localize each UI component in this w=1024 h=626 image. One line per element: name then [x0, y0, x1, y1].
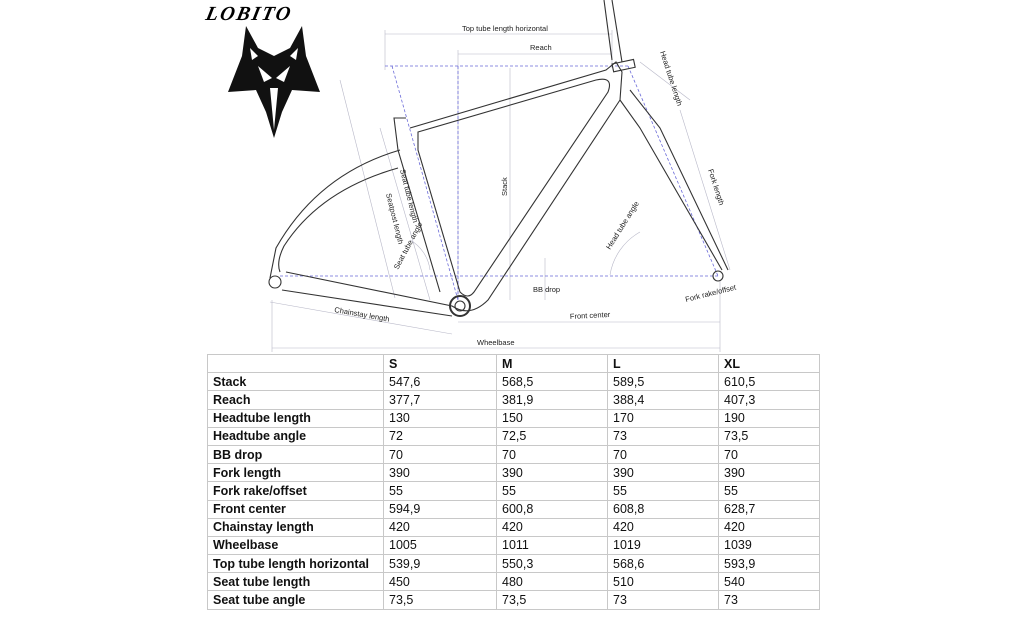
table-cell: 73,5 [719, 427, 820, 445]
table-cell: 377,7 [384, 391, 497, 409]
row-label: Fork length [208, 464, 384, 482]
table-row [208, 536, 820, 554]
label-head-tube-length: Head tube length [658, 49, 685, 107]
table-cell: 130 [384, 409, 497, 427]
table-cell: 1039 [719, 536, 820, 554]
table-row [208, 500, 820, 518]
row-label: Seat tube length [208, 573, 384, 591]
table-row [208, 518, 820, 536]
row-label: Chainstay length [208, 518, 384, 536]
table-row [208, 573, 820, 591]
table-cell: 480 [497, 573, 608, 591]
table-row [208, 482, 820, 500]
label-top-tube-length-horizontal: Top tube length horizontal [462, 24, 548, 33]
header-size-xl: XL [719, 355, 820, 373]
table-cell: 568,5 [497, 373, 608, 391]
table-cell: 55 [497, 482, 608, 500]
table-cell: 170 [608, 409, 719, 427]
table-row [208, 391, 820, 409]
label-fork-rake-offset: Fork rake/offset [684, 282, 737, 304]
label-seat-tube-angle: Seat tube angle [391, 220, 425, 271]
label-wheelbase: Wheelbase [477, 338, 515, 347]
table-cell: 388,4 [608, 391, 719, 409]
table-cell: 407,3 [719, 391, 820, 409]
row-label: Fork rake/offset [208, 482, 384, 500]
table-cell: 539,9 [384, 555, 497, 573]
header-size-m: M [497, 355, 608, 373]
table-cell: 450 [384, 573, 497, 591]
row-label: Headtube angle [208, 427, 384, 445]
label-reach: Reach [530, 43, 552, 52]
table-cell: 73,5 [497, 591, 608, 609]
table-cell: 190 [719, 409, 820, 427]
table-cell: 73 [719, 591, 820, 609]
table-cell: 73 [608, 427, 719, 445]
table-cell: 1011 [497, 536, 608, 554]
table-row [208, 464, 820, 482]
table-cell: 390 [384, 464, 497, 482]
label-head-tube-angle: Head tube angle [604, 199, 641, 252]
table-cell: 589,5 [608, 373, 719, 391]
label-bb-drop: BB drop [533, 285, 561, 294]
row-label: Stack [208, 373, 384, 391]
table-cell: 381,9 [497, 391, 608, 409]
table-row [208, 427, 820, 445]
label-chainstay-length: Chainstay length [333, 305, 391, 324]
label-stack: Stack [500, 177, 509, 196]
row-label: Wheelbase [208, 536, 384, 554]
row-label: Seat tube angle [208, 591, 384, 609]
table-cell: 70 [719, 445, 820, 463]
table-cell: 73,5 [384, 591, 497, 609]
table-cell: 594,9 [384, 500, 497, 518]
header-blank [208, 355, 384, 373]
table-cell: 420 [608, 518, 719, 536]
label-front-center: Front center [569, 309, 611, 321]
row-label: Top tube length horizontal [208, 555, 384, 573]
table-cell: 628,7 [719, 500, 820, 518]
brand-wordmark: LOBITO [203, 3, 295, 25]
table-cell: 390 [608, 464, 719, 482]
table-cell: 510 [608, 573, 719, 591]
table-cell: 70 [384, 445, 497, 463]
header-size-s: S [384, 355, 497, 373]
table-cell: 608,8 [608, 500, 719, 518]
table-cell: 72 [384, 427, 497, 445]
row-label: BB drop [208, 445, 384, 463]
table-cell: 70 [497, 445, 608, 463]
table-cell: 568,6 [608, 555, 719, 573]
row-label: Headtube length [208, 409, 384, 427]
table-cell: 593,9 [719, 555, 820, 573]
table-row [208, 409, 820, 427]
table-cell: 550,3 [497, 555, 608, 573]
table-row [208, 591, 820, 609]
header-size-l: L [608, 355, 719, 373]
table-cell: 72,5 [497, 427, 608, 445]
table-cell: 55 [608, 482, 719, 500]
table-cell: 420 [497, 518, 608, 536]
table-header-row [208, 355, 820, 373]
table-cell: 390 [719, 464, 820, 482]
table-cell: 150 [497, 409, 608, 427]
table-cell: 55 [384, 482, 497, 500]
table-row [208, 373, 820, 391]
row-label: Reach [208, 391, 384, 409]
table-cell: 55 [719, 482, 820, 500]
table-cell: 420 [719, 518, 820, 536]
label-fork-length: Fork length [706, 167, 727, 207]
row-label: Front center [208, 500, 384, 518]
table-cell: 610,5 [719, 373, 820, 391]
table-cell: 70 [608, 445, 719, 463]
label-seat-tube-length: Seat tube length [398, 168, 421, 224]
geometry-table [207, 354, 820, 610]
label-seatpost-length: Seatpost length [384, 192, 406, 246]
table-cell: 1019 [608, 536, 719, 554]
table-cell: 73 [608, 591, 719, 609]
table-cell: 547,6 [384, 373, 497, 391]
table-row [208, 555, 820, 573]
table-row [208, 445, 820, 463]
table-cell: 600,8 [497, 500, 608, 518]
table-cell: 390 [497, 464, 608, 482]
table-cell: 540 [719, 573, 820, 591]
table-cell: 1005 [384, 536, 497, 554]
table-cell: 420 [384, 518, 497, 536]
